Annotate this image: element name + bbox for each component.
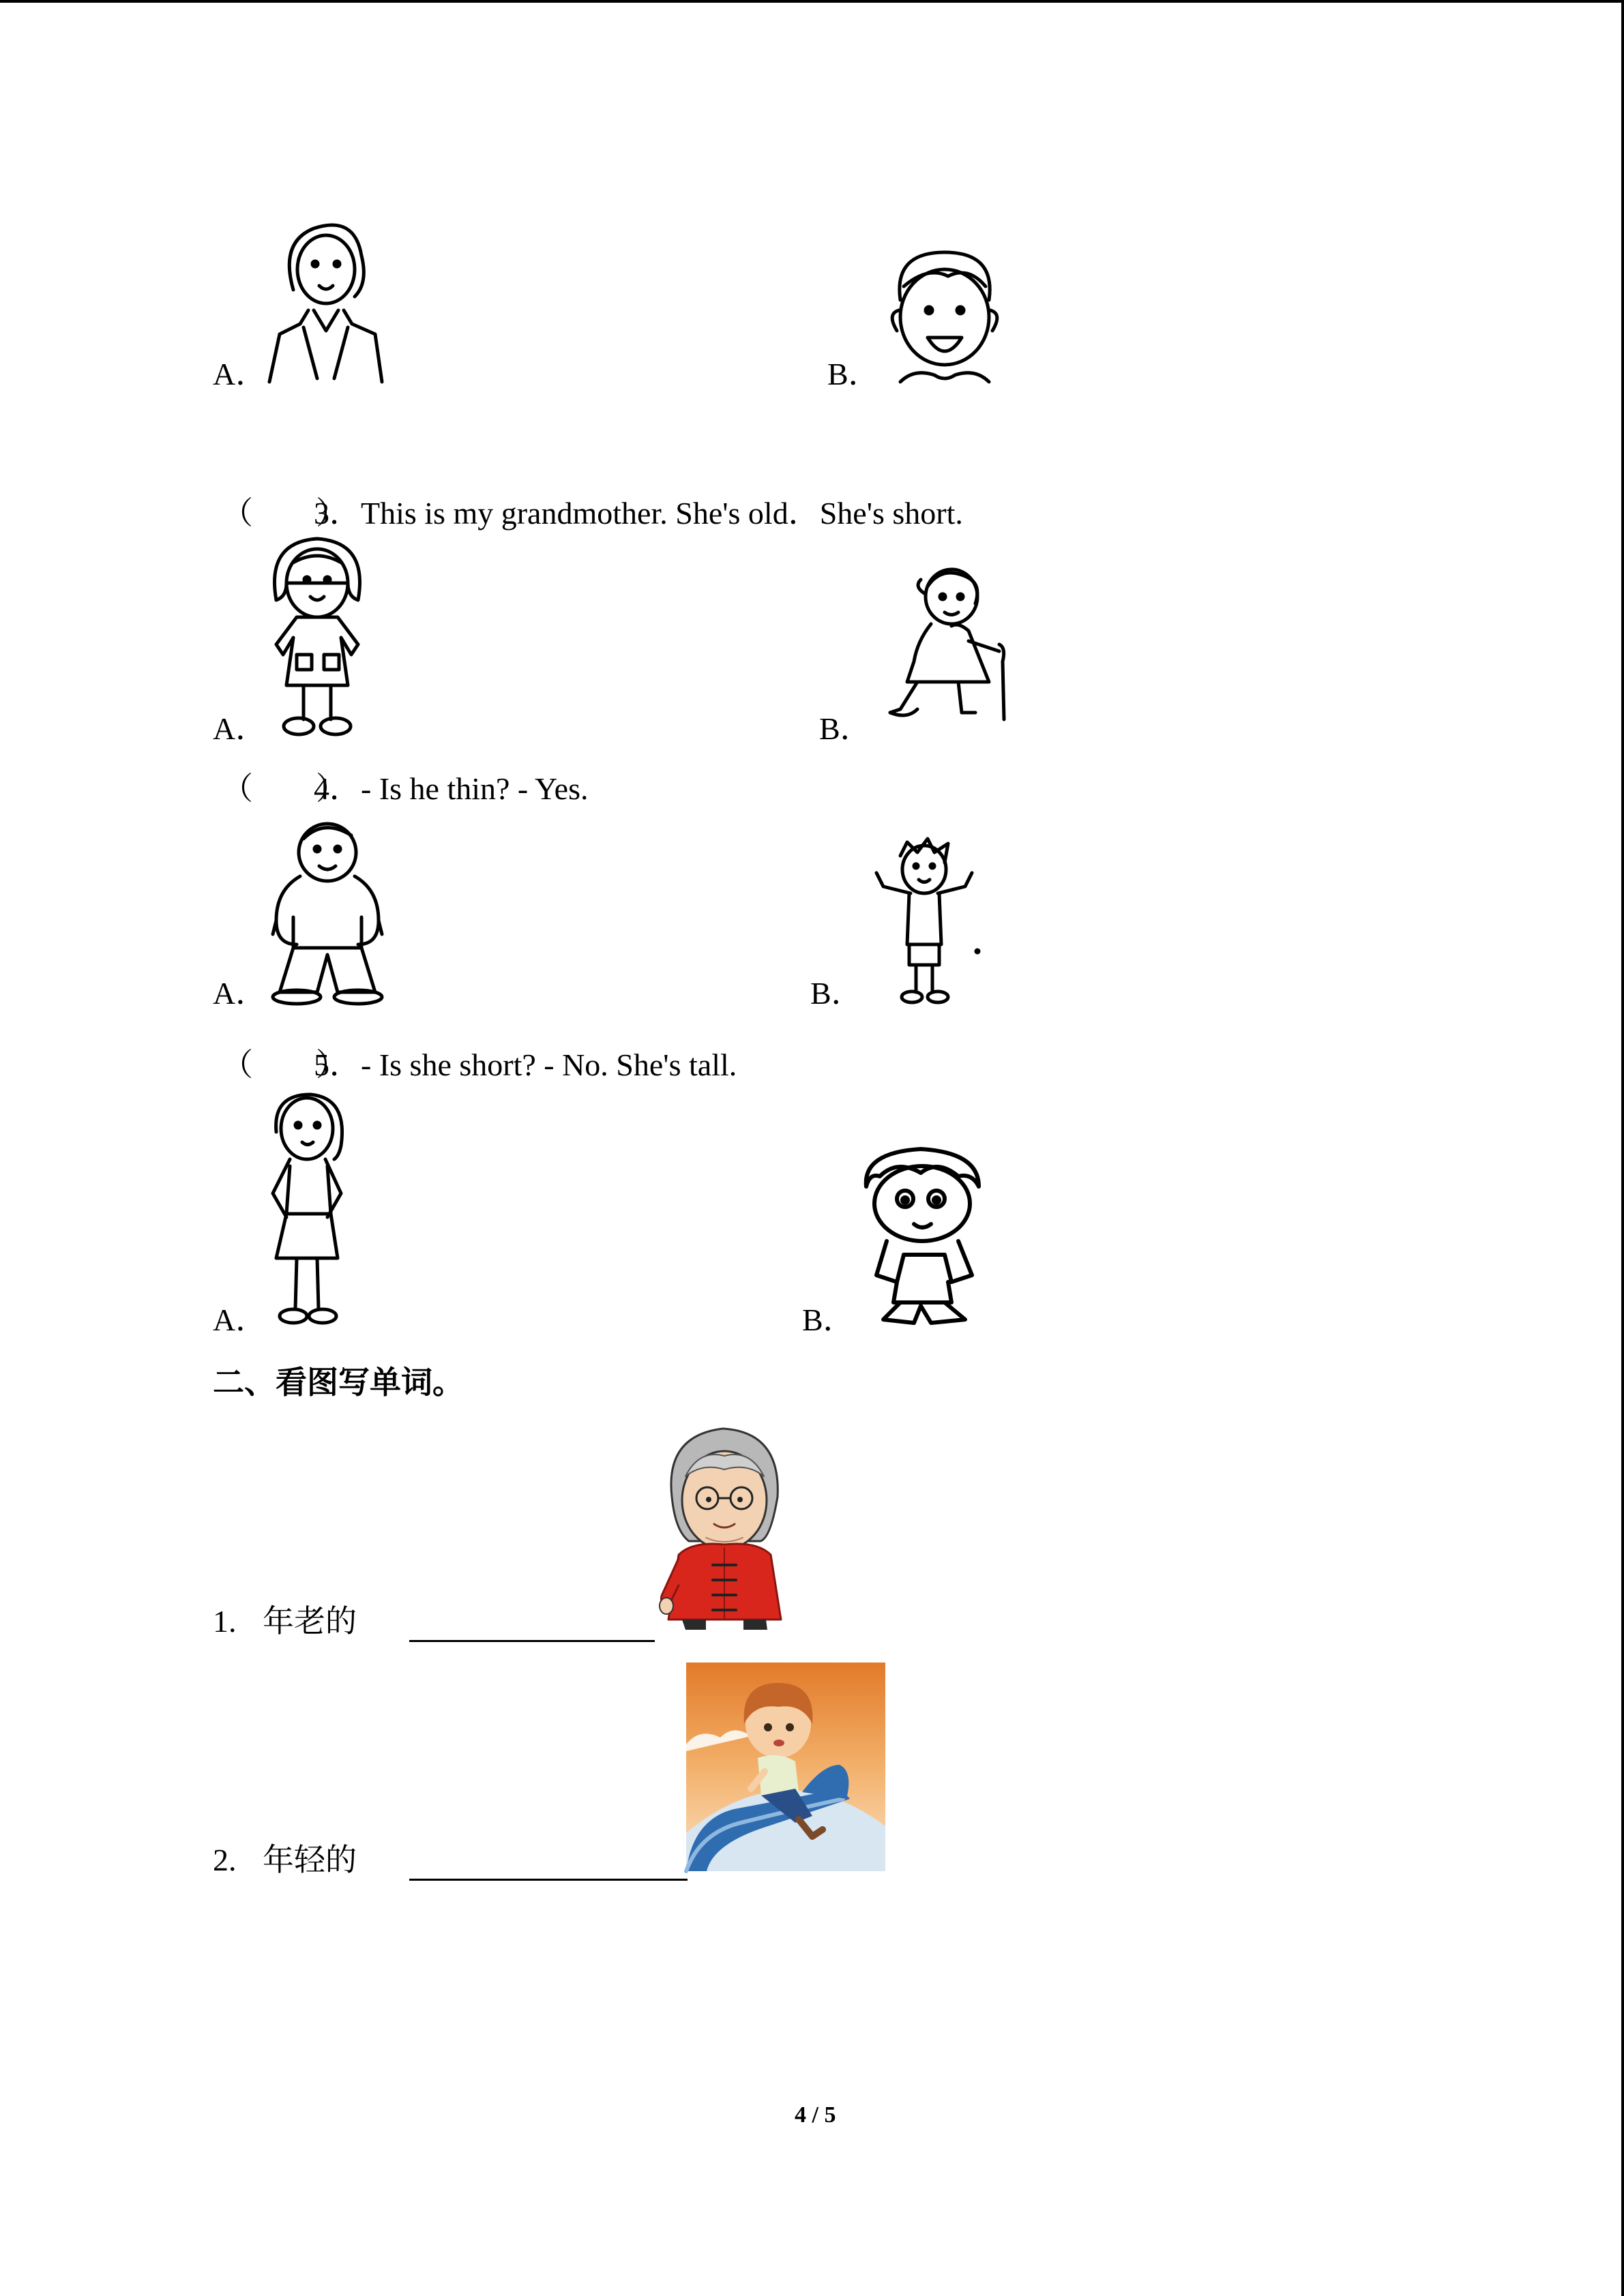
item-2-answer-blank[interactable] — [409, 1879, 688, 1881]
section-2-heading: 二、看图写单词。 — [213, 1364, 464, 1401]
q4-option-b-label: B． — [810, 976, 863, 1011]
q3-text: 3．This is my grandmother. She's old．She's short. — [314, 496, 963, 531]
item-1-number: 1. — [213, 1604, 237, 1639]
q5-text: 5．- Is she short? - No. She's tall. — [314, 1047, 737, 1082]
q3-answer-paren[interactable]: （ ） — [222, 496, 347, 531]
page-border-top — [0, 0, 1624, 3]
q3-grandmother-picture — [887, 566, 1009, 726]
q4-option-a-label: A． — [213, 976, 267, 1011]
q4-text: 4．- Is he thin? - Yes. — [314, 771, 589, 806]
q2-option-a-label: A． — [213, 357, 267, 391]
q5-option-b-label: B． — [802, 1302, 855, 1337]
young-boy-on-slide-picture — [686, 1663, 885, 1871]
q2-boy-picture — [880, 245, 1009, 385]
q5-short-boy-picture — [856, 1146, 989, 1333]
page-border-right — [1621, 0, 1624, 2296]
q3-option-b-label: B． — [819, 711, 872, 746]
q5-tall-girl-picture — [263, 1091, 351, 1333]
q4-answer-paren[interactable]: （ ） — [222, 771, 347, 806]
q4-fat-boy-picture — [266, 818, 389, 1006]
item-1-answer-blank[interactable] — [409, 1640, 655, 1642]
item-1-word: 年老的 — [263, 1604, 357, 1639]
item-2-word: 年轻的 — [263, 1843, 357, 1877]
page-number: 4 / 5 — [795, 2102, 836, 2128]
q2-option-b-label: B． — [827, 357, 880, 391]
q5-answer-paren[interactable]: （ ） — [222, 1047, 347, 1082]
q4-thin-boy-picture — [863, 835, 982, 1006]
old-grandmother-cartoon — [658, 1422, 791, 1633]
item-2-number: 2. — [213, 1843, 237, 1877]
q3-option-a-label: A． — [213, 711, 267, 746]
q5-option-a-label: A． — [213, 1302, 267, 1337]
q2-woman-picture — [266, 215, 389, 385]
q3-girl-picture — [266, 535, 368, 740]
